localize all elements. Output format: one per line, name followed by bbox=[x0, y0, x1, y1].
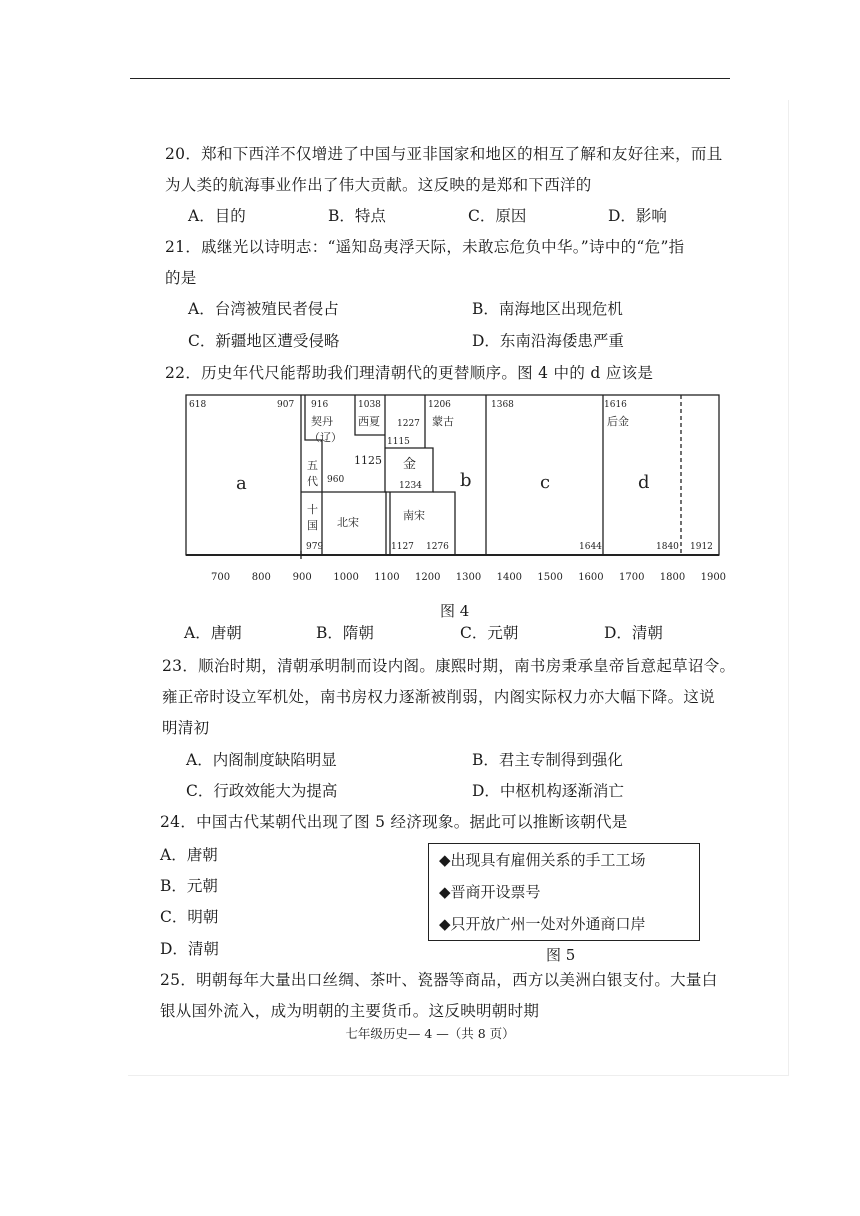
fig4-label-wudai-2: 代 bbox=[307, 475, 318, 488]
q21-option-c: C．新疆地区遭受侵略 bbox=[188, 332, 340, 350]
q22-option-b: B．隋朝 bbox=[316, 624, 374, 642]
fig4-year-979: 979 bbox=[306, 542, 324, 552]
fig4-axis-tick-label: 1400 bbox=[496, 572, 523, 583]
q20-line2: 为人类的航海事业作出了伟大贡献。这反映的是郑和下西洋的 bbox=[165, 176, 592, 194]
fig4-label-wudai-1: 五 bbox=[307, 459, 318, 472]
fig4-axis-tick-label: 700 bbox=[211, 572, 231, 583]
q20-option-d: D．影响 bbox=[608, 207, 667, 225]
q22-option-c: C．元朝 bbox=[460, 624, 519, 642]
q20-option-a: A．目的 bbox=[188, 207, 246, 225]
fig4-year-1227: 1227 bbox=[397, 419, 420, 429]
q24-line1: 24．中国古代某朝代出现了图 5 经济现象。据此可以推断该朝代是 bbox=[160, 813, 628, 831]
q24-option-d: D．清朝 bbox=[160, 940, 219, 958]
fig4-year-618: 618 bbox=[189, 400, 207, 410]
q22-line1: 22．历史年代尺能帮助我们理清朝代的更替顺序。图 4 中的 d 应该是 bbox=[165, 364, 654, 382]
fig4-axis-tick-label: 1600 bbox=[578, 572, 604, 583]
fig4-label-liao: （辽） bbox=[309, 431, 342, 444]
q20-option-b: B．特点 bbox=[328, 207, 386, 225]
q21-option-d: D．东南沿海倭患严重 bbox=[472, 332, 624, 350]
fig4-year-1234: 1234 bbox=[399, 481, 422, 491]
fig4-year-960: 960 bbox=[327, 475, 345, 485]
fig4-label-houjin: 后金 bbox=[607, 415, 629, 428]
figure5-item: ◆出现具有雇佣关系的手工工场 bbox=[439, 851, 646, 869]
figure4-timeline bbox=[0, 0, 860, 600]
fig4-year-1644: 1644 bbox=[579, 542, 602, 552]
page-footer: 七年级历史— 4 —（共 8 页） bbox=[345, 1026, 515, 1041]
fig4-axis-tick-label: 1900 bbox=[700, 572, 727, 583]
fig4-axis-tick-label: 1700 bbox=[619, 572, 645, 583]
fig4-year-1368: 1368 bbox=[491, 400, 514, 410]
q21-line2: 的是 bbox=[165, 269, 197, 287]
q23-option-d: D．中枢机构逐渐消亡 bbox=[472, 782, 624, 800]
fig4-year-1276: 1276 bbox=[426, 542, 449, 552]
fig4-label-shiguo-2: 国 bbox=[307, 519, 318, 532]
fig4-label-d: d bbox=[638, 472, 650, 493]
q23-option-a: A．内阁制度缺陷明显 bbox=[186, 751, 337, 769]
figure5-item: ◆晋商开设票号 bbox=[439, 883, 541, 901]
fig4-label-menggu: 蒙古 bbox=[432, 415, 454, 428]
fig4-label-qidan: 契丹 bbox=[311, 415, 333, 428]
q23-option-b: B．君主专制得到强化 bbox=[472, 751, 623, 769]
fig4-year-1125: 1125 bbox=[354, 454, 382, 467]
fig4-label-c: c bbox=[540, 472, 551, 493]
q22-option-a: A．唐朝 bbox=[184, 624, 242, 642]
fig4-year-916: 916 bbox=[311, 400, 329, 410]
fig4-year-1206: 1206 bbox=[428, 400, 451, 410]
fig4-axis-tick-label: 1300 bbox=[455, 572, 482, 583]
q25-line1: 25．明朝每年大量出口丝绸、茶叶、瓷器等商品，西方以美洲白银支付。大量白 bbox=[160, 971, 718, 989]
q22-option-d: D．清朝 bbox=[604, 624, 663, 642]
q25-line2: 银从国外流入，成为明朝的主要货币。这反映明朝时期 bbox=[160, 1002, 540, 1020]
figure5-item: ◆只开放广州一处对外通商口岸 bbox=[439, 915, 646, 933]
q23-option-c: C．行政效能大为提高 bbox=[186, 782, 338, 800]
fig4-label-xixia: 西夏 bbox=[358, 415, 380, 428]
q23-line1: 23．顺治时期，清朝承明制而设内阁。康熙时期，南书房秉承皇帝旨意起草诏令。 bbox=[162, 657, 736, 675]
fig4-label-shiguo-1: 十 bbox=[307, 503, 318, 516]
fig4-axis-tick-label: 1500 bbox=[537, 572, 563, 583]
fig4-year-1616: 1616 bbox=[604, 400, 627, 410]
figure5-box bbox=[428, 843, 700, 941]
q24-option-c: C．明朝 bbox=[160, 908, 219, 926]
q21-option-a: A．台湾被殖民者侵占 bbox=[188, 300, 339, 318]
fig4-year-1038: 1038 bbox=[358, 400, 381, 410]
q24-option-a: A．唐朝 bbox=[160, 846, 218, 864]
fig4-year-1912: 1912 bbox=[690, 542, 713, 552]
fig4-year-907: 907 bbox=[277, 400, 295, 410]
fig4-axis-tick-label: 1100 bbox=[374, 572, 400, 583]
fig4-label-nansong: 南宋 bbox=[403, 509, 425, 522]
fig4-label-b: b bbox=[460, 470, 472, 491]
q24-option-b: B．元朝 bbox=[160, 877, 218, 895]
fig4-axis-tick-label: 800 bbox=[251, 572, 271, 583]
figure4-caption: 图 4 bbox=[440, 602, 470, 620]
q23-line2: 雍正帝时设立军机处，南书房权力逐渐被削弱，内阁实际权力亦大幅下降。这说 bbox=[162, 688, 716, 706]
fig4-label-jin: 金 bbox=[403, 457, 417, 472]
q20-line1: 20．郑和下西洋不仅增进了中国与亚非国家和地区的相互了解和友好往来，而且 bbox=[165, 145, 723, 163]
q20-option-c: C．原因 bbox=[468, 207, 527, 225]
fig4-label-a: a bbox=[236, 473, 247, 494]
fig4-axis-tick-label: 900 bbox=[292, 572, 312, 583]
fig4-axis-tick-label: 1200 bbox=[415, 572, 441, 583]
q23-line3: 明清初 bbox=[162, 719, 210, 737]
fig4-axis-tick-label: 1800 bbox=[659, 572, 686, 583]
q21-line1: 21．戚继光以诗明志：“遥知岛夷浮天际，未敢忘危负中华。”诗中的“危”指 bbox=[165, 238, 685, 256]
fig4-year-1127: 1127 bbox=[391, 542, 414, 552]
figure5-caption: 图 5 bbox=[546, 946, 576, 964]
fig4-axis-tick-label: 1000 bbox=[333, 572, 359, 583]
fig4-year-1115: 1115 bbox=[387, 437, 410, 447]
fig4-label-beisong: 北宋 bbox=[337, 516, 359, 529]
q21-option-b: B．南海地区出现危机 bbox=[472, 300, 623, 318]
fig4-year-1840: 1840 bbox=[656, 542, 679, 552]
